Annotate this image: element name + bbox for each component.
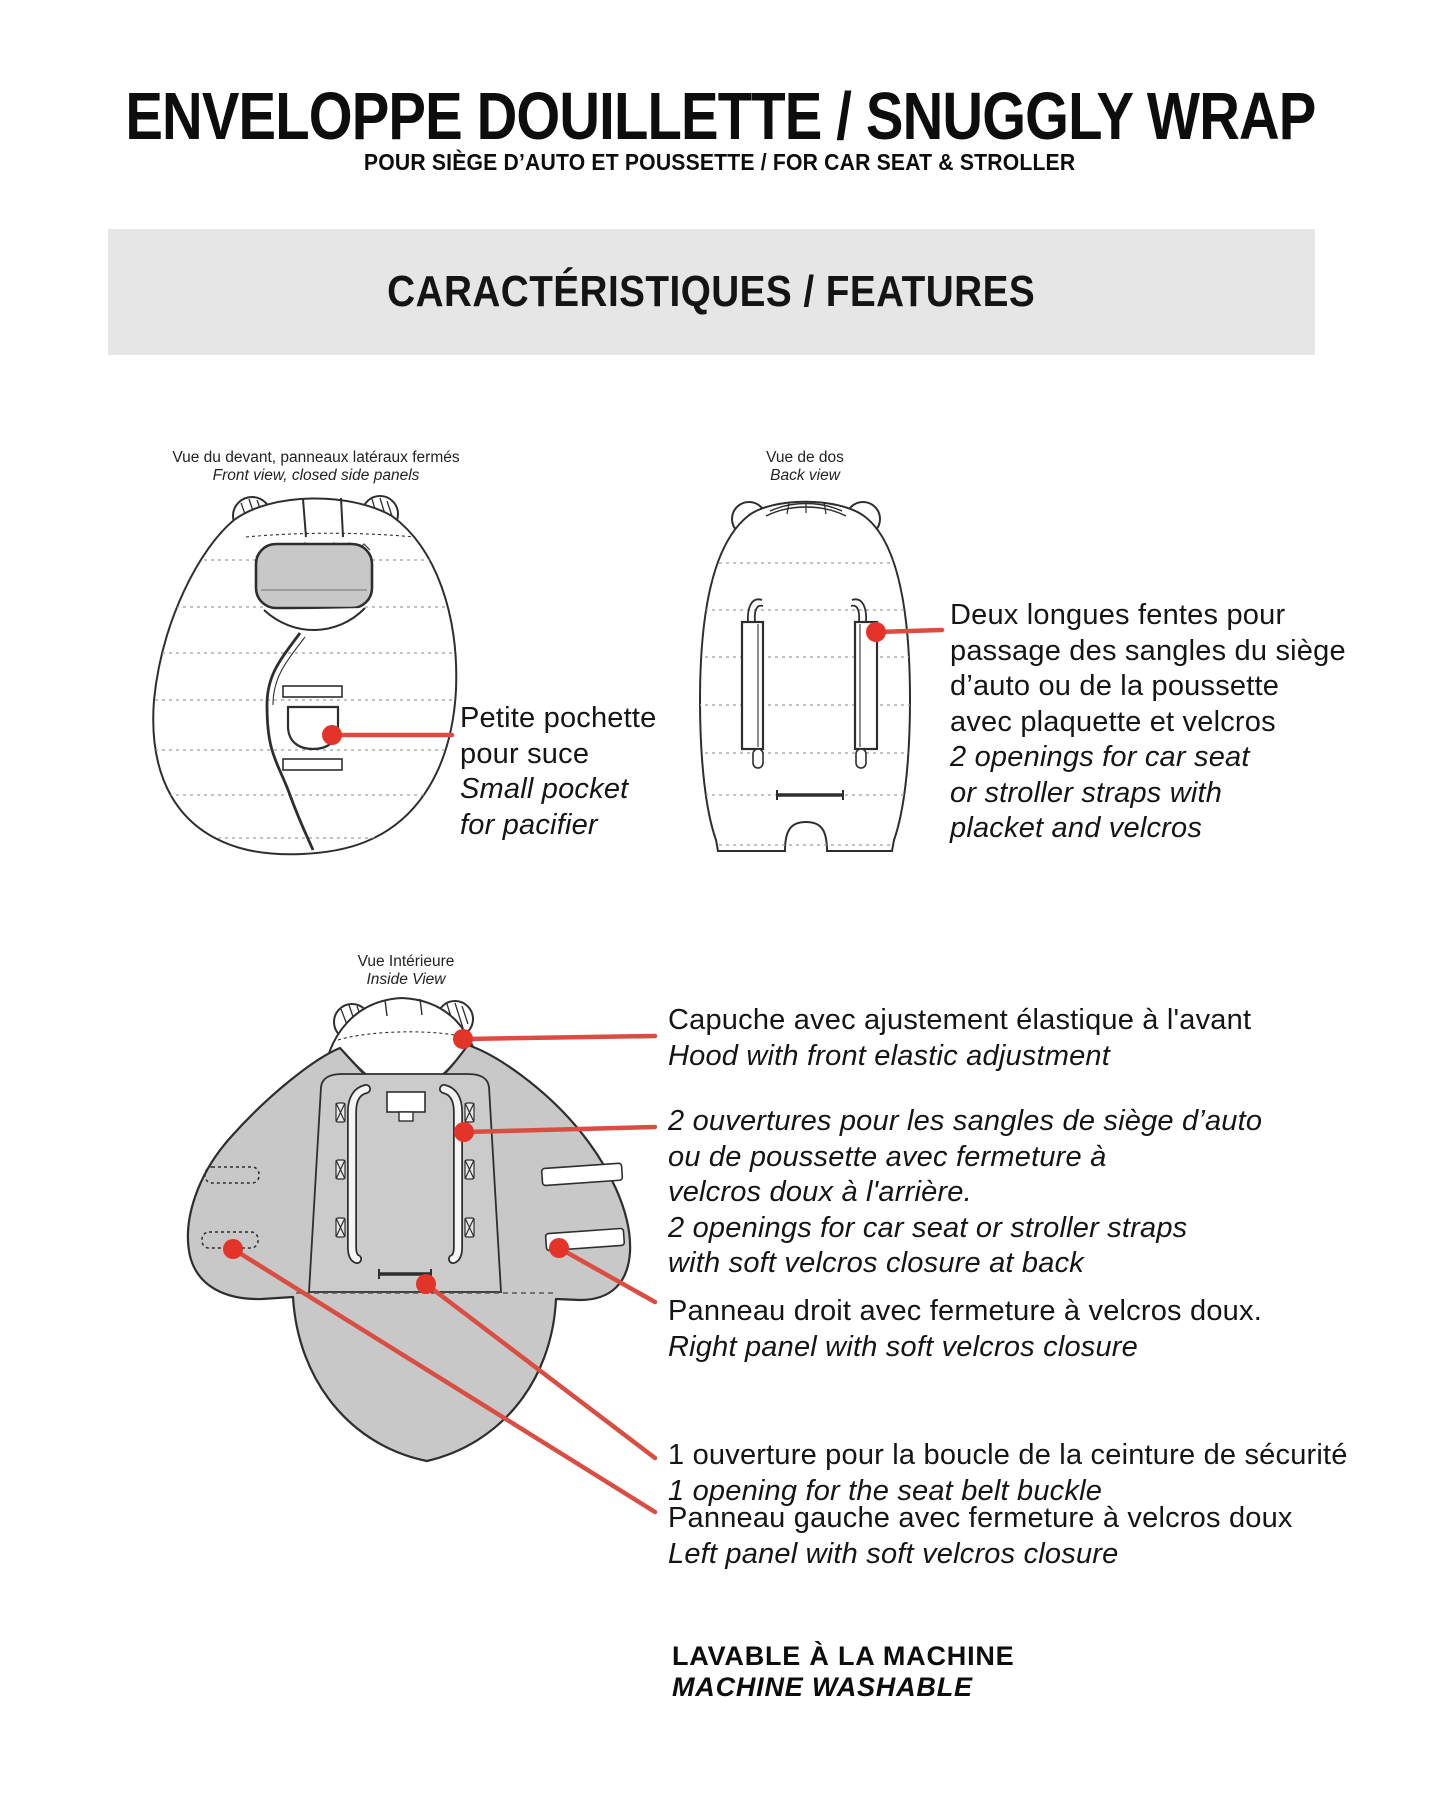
annotation-buckle-en: 1 opening for the seat belt buckle (668, 1474, 1103, 1507)
annotation-right-panel-fr: Panneau droit avec fermeture à velcros doux. (668, 1295, 1262, 1327)
annotation-inside-openings-fr-1: 2 ouvertures pour les sangles de siège d’auto (668, 1105, 1263, 1137)
annotation-back-slots-fr-2: passage des sangles du siège (950, 634, 1346, 667)
annotation-hood-fr: Capuche avec ajustement élastique à l'avant (668, 1004, 1252, 1036)
care-statement-en: MACHINE WASHABLE (672, 1672, 973, 1702)
front-view-label-en: Front view, closed side panels (212, 467, 420, 484)
callout-dot-openings (454, 1122, 474, 1142)
annotation-inside-openings-en-2: with soft velcros closure at back (668, 1247, 1084, 1279)
annotation-pocket-en-2: for pacifier (460, 808, 598, 841)
annotation-left-panel (668, 1501, 1293, 1572)
back-view-label-fr: Vue de dos (766, 449, 844, 466)
annotation-inside-openings-fr-2: ou de poussette avec fermeture à (668, 1140, 1107, 1173)
annotation-right-panel (668, 1294, 1262, 1365)
annotation-back-slots-fr-1: Deux longues fentes pour (950, 599, 1286, 631)
annotation-inside-openings (668, 1104, 1262, 1282)
back-view-label-en: Back view (770, 467, 840, 484)
annotation-back-slots (950, 598, 1346, 847)
annotation-inside-openings-fr-3: velcros doux à l'arrière. (668, 1176, 972, 1208)
annotation-back-slots-en-2: or stroller straps with (950, 776, 1223, 809)
callout-dot-left-panel (223, 1239, 243, 1259)
annotation-pocket (460, 701, 656, 843)
care-statement-fr: LAVABLE À LA MACHINE (672, 1641, 1015, 1671)
callout-dot-pocket (322, 725, 342, 745)
inside-view-label (306, 953, 506, 989)
annotation-buckle (668, 1438, 1348, 1509)
annotation-back-slots-fr-3: d’auto ou de la poussette (950, 670, 1280, 702)
front-view-label-fr: Vue du devant, panneaux latéraux fermés (172, 449, 460, 466)
page-subtitle: POUR SIÈGE D’AUTO ET POUSSETTE / FOR CAR SEAT & STROLLER (364, 149, 1076, 175)
annotation-left-panel-en: Left panel with soft velcros closure (668, 1537, 1119, 1570)
inside-view-drawing (188, 998, 630, 1461)
section-banner (108, 229, 1315, 355)
section-banner-title: CARACTÉRISTIQUES / FEATURES (387, 267, 1036, 316)
back-view-drawing (698, 501, 912, 851)
inside-view-label-en: Inside View (366, 971, 446, 988)
front-view-drawing (148, 496, 462, 854)
annotation-pocket-en-1: Small pocket (460, 773, 629, 805)
annotation-hood-en: Hood with front elastic adjustment (668, 1039, 1111, 1072)
page-title: ENVELOPPE DOUILLETTE / SNUGGLY WRAP (124, 79, 1316, 154)
callout-dot-buckle (416, 1274, 436, 1294)
inside-view-label-fr: Vue Intérieure (357, 953, 455, 970)
annotation-left-panel-fr: Panneau gauche avec fermeture à velcros doux (668, 1502, 1293, 1534)
annotation-back-slots-en-1: 2 openings for car seat (950, 741, 1250, 773)
care-statement (672, 1641, 1014, 1703)
annotation-inside-openings-en-1: 2 openings for car seat or stroller straps (668, 1211, 1188, 1244)
callout-dot-right-panel (549, 1238, 569, 1258)
annotation-right-panel-en: Right panel with soft velcros closure (668, 1330, 1138, 1363)
front-hood-opening (256, 544, 372, 608)
callout-dot-hood (453, 1029, 473, 1049)
annotation-buckle-fr: 1 ouverture pour la boucle de la ceinture de sécurité (668, 1439, 1348, 1471)
annotation-back-slots-en-3: placket and velcros (950, 812, 1203, 844)
back-view-label (705, 449, 905, 485)
annotation-pocket-fr-1: Petite pochette (460, 702, 657, 734)
back-body-outline (700, 502, 910, 851)
annotation-back-slots-fr-4: avec plaquette et velcros (950, 705, 1276, 738)
callout-line-hood (463, 1036, 655, 1039)
annotation-pocket-fr-2: pour suce (460, 737, 590, 770)
callout-dot-back-slots (866, 622, 886, 642)
annotation-hood (668, 1003, 1251, 1074)
front-view-label (146, 449, 486, 485)
